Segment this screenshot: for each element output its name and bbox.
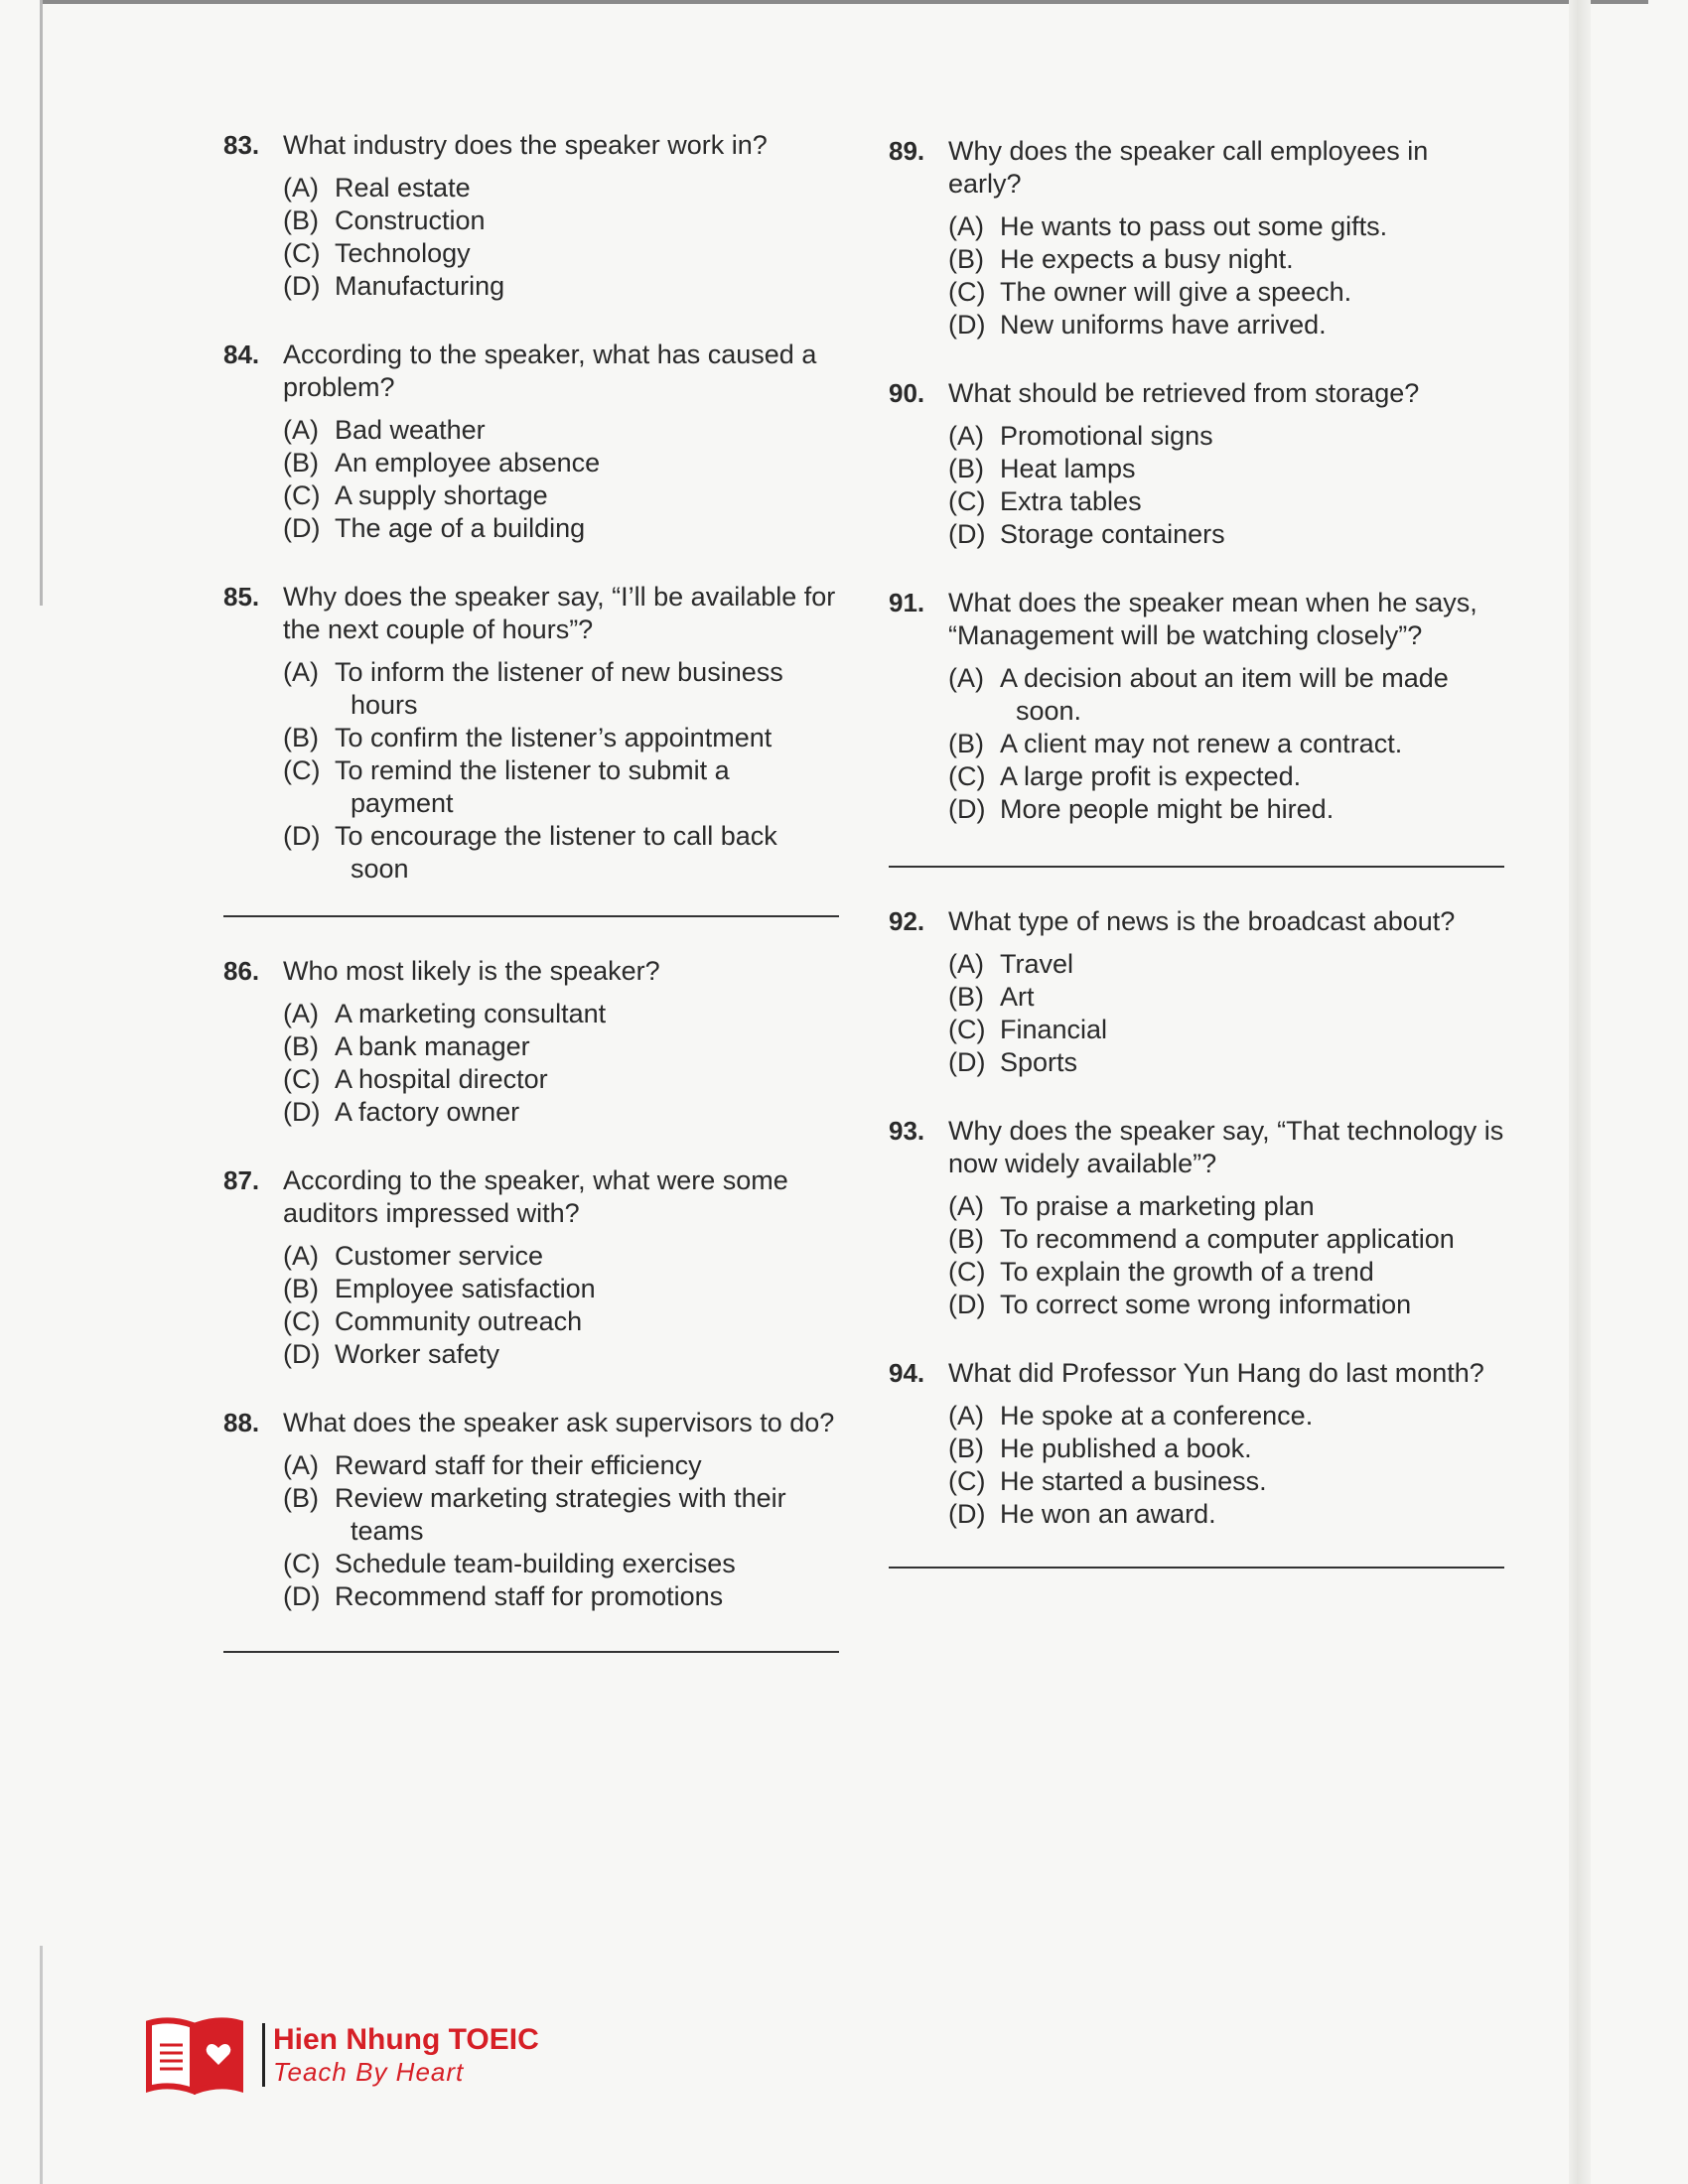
question-number: 87. [223,1165,260,1195]
question-number: 84. [223,340,260,369]
question-number: 86. [223,956,260,986]
right-column [889,129,1504,1569]
option-text: Reward staff for their efficiency [335,1450,702,1480]
option-letter: (B) [283,205,319,235]
option-letter: (B) [283,1274,319,1303]
option-text: Art [1000,982,1035,1012]
option-text: He expects a busy night. [1000,244,1294,274]
option-letter: (D) [948,1499,986,1529]
option-d [948,309,1504,341]
option-letter: (D) [283,513,321,543]
section-divider [889,1567,1504,1569]
option-letter: (A) [283,173,319,203]
option-text: To remind the listener to submit a [335,755,730,785]
question-text: What industry does the speaker work in? [283,130,768,160]
option-letter: (B) [283,1483,319,1513]
option-text: A decision about an item will be made [1000,663,1449,693]
question-text: According to the speaker, what has caused a problem? [283,340,817,402]
option-text: Technology [335,238,471,268]
option-text: Schedule team-building exercises [335,1549,736,1578]
option-text: Construction [335,205,486,235]
option-text: Sports [1000,1047,1078,1077]
option-letter: (C) [948,486,986,516]
option-letter: (D) [283,821,321,851]
question-90 [889,377,1504,551]
question-text: According to the speaker, what were some auditors impressed with? [283,1165,788,1228]
option-letter: (B) [948,454,984,483]
option-c [948,485,1504,518]
option-text: Storage containers [1000,519,1225,549]
question-88 [223,1407,839,1613]
option-d [283,270,839,303]
option-letter: (B) [283,1031,319,1061]
option-c [948,760,1504,793]
question-text: Who most likely is the speaker? [283,956,660,986]
option-text-continued: teams [351,1516,424,1546]
option-letter: (B) [948,1433,984,1463]
question-94 [889,1357,1504,1531]
option-d [283,820,839,886]
option-text: He spoke at a conference. [1000,1401,1314,1431]
option-d [948,1046,1504,1079]
option-letter: (D) [948,519,986,549]
option-text: To confirm the listener’s appointment [335,723,773,752]
option-a [283,172,839,205]
option-letter: (C) [283,755,321,785]
option-c [948,276,1504,309]
option-text: A supply shortage [335,480,548,510]
option-letter: (D) [283,1339,321,1369]
option-a [948,420,1504,453]
option-b [283,1482,839,1548]
question-number: 89. [889,136,925,166]
option-text: A client may not renew a contract. [1000,729,1403,758]
option-letter: (D) [948,794,986,824]
question-number: 94. [889,1358,925,1388]
option-letter: (A) [948,1191,984,1221]
option-letter: (C) [948,1015,986,1044]
option-letter: (C) [948,277,986,307]
option-letter: (D) [948,1047,986,1077]
option-letter: (B) [948,729,984,758]
option-letter: (C) [283,480,321,510]
option-b [283,447,839,479]
question-text: What does the speaker mean when he says, “Management will be watching closely”? [948,588,1477,650]
option-a [948,210,1504,243]
option-text-continued: payment [351,788,454,818]
option-letter: (A) [283,1241,319,1271]
option-text: To praise a marketing plan [1000,1191,1315,1221]
question-87 [223,1164,839,1371]
option-d [948,1498,1504,1531]
option-text: Customer service [335,1241,544,1271]
option-letter: (A) [948,1401,984,1431]
question-91 [889,587,1504,826]
question-text: What does the speaker ask supervisors to do? [283,1408,835,1437]
option-b [948,453,1504,485]
option-b [948,981,1504,1014]
option-text: To correct some wrong information [1000,1290,1412,1319]
section-divider [223,915,839,917]
option-b [283,722,839,754]
question-93 [889,1115,1504,1321]
option-a [948,1400,1504,1433]
option-c [283,1305,839,1338]
option-text: He started a business. [1000,1466,1267,1496]
option-letter: (B) [948,1224,984,1254]
scan-edge-left-lower [40,1946,43,2184]
option-letter: (A) [283,415,319,445]
brand-name: Hien Nhung TOEIC [273,2023,539,2056]
option-a [283,656,839,722]
question-83 [223,129,839,303]
option-letter: (C) [283,1064,321,1094]
option-letter: (A) [948,421,984,451]
left-column [223,129,839,1653]
scan-binding-shadow [1569,0,1591,2184]
option-letter: (D) [283,271,321,301]
option-text: A large profit is expected. [1000,761,1302,791]
option-text: He published a book. [1000,1433,1252,1463]
question-number: 83. [223,130,260,160]
question-text: What did Professor Yun Hang do last month? [948,1358,1484,1388]
question-text: Why does the speaker say, “That technology is now widely available”? [948,1116,1504,1178]
option-letter: (A) [948,211,984,241]
option-text: Employee satisfaction [335,1274,596,1303]
question-number: 91. [889,588,925,617]
option-text: The age of a building [335,513,586,543]
option-letter: (C) [948,1466,986,1496]
question-number: 85. [223,582,260,612]
option-a [948,948,1504,981]
option-text: Recommend staff for promotions [335,1581,724,1611]
option-a [283,998,839,1030]
option-text: Promotional signs [1000,421,1213,451]
option-text: The owner will give a speech. [1000,277,1352,307]
option-letter: (B) [948,982,984,1012]
option-text: To explain the growth of a trend [1000,1257,1374,1287]
option-d [283,1580,839,1613]
option-c [948,1465,1504,1498]
question-number: 92. [889,906,925,936]
scan-edge-top [40,0,1648,4]
option-b [948,1223,1504,1256]
option-letter: (D) [283,1097,321,1127]
question-text: What type of news is the broadcast about? [948,906,1456,936]
option-text: He won an award. [1000,1499,1216,1529]
option-a [948,662,1504,728]
question-84 [223,339,839,545]
option-letter: (C) [283,238,321,268]
option-text: New uniforms have arrived. [1000,310,1327,340]
brand-logo [145,2015,539,2095]
scan-edge-left [40,0,43,606]
option-letter: (B) [283,448,319,478]
option-a [283,1449,839,1482]
option-text: Real estate [335,173,471,203]
option-letter: (D) [948,310,986,340]
option-text: Travel [1000,949,1074,979]
option-d [948,518,1504,551]
option-text: Manufacturing [335,271,505,301]
book-heart-icon [145,2015,244,2095]
option-b [948,1433,1504,1465]
question-92 [889,905,1504,1079]
question-text: Why does the speaker say, “I’ll be available for the next couple of hours”? [283,582,836,644]
question-number: 90. [889,378,925,408]
option-text: Review marketing strategies with their [335,1483,786,1513]
option-letter: (C) [948,1257,986,1287]
option-c [283,1548,839,1580]
option-letter: (D) [948,1290,986,1319]
option-text: A factory owner [335,1097,520,1127]
option-b [283,1273,839,1305]
question-text: Why does the speaker call employees in early? [948,136,1429,199]
option-letter: (A) [283,999,319,1028]
option-a [283,1240,839,1273]
option-b [948,243,1504,276]
option-text: A marketing consultant [335,999,607,1028]
option-text: To encourage the listener to call back [335,821,777,851]
option-letter: (D) [283,1581,321,1611]
question-86 [223,955,839,1129]
option-b [283,205,839,237]
option-d [948,1289,1504,1321]
option-c [948,1014,1504,1046]
option-letter: (B) [283,723,319,752]
question-number: 88. [223,1408,260,1437]
option-text: A hospital director [335,1064,548,1094]
option-text: Heat lamps [1000,454,1136,483]
option-c [283,754,839,820]
option-text: Worker safety [335,1339,500,1369]
option-b [948,728,1504,760]
option-text: A bank manager [335,1031,530,1061]
option-d [283,1096,839,1129]
option-d [283,1338,839,1371]
option-b [283,1030,839,1063]
option-text: Community outreach [335,1306,583,1336]
section-divider [223,1651,839,1653]
option-letter: (A) [283,657,319,687]
option-text: To recommend a computer application [1000,1224,1455,1254]
option-d [283,512,839,545]
option-c [283,479,839,512]
option-text: Extra tables [1000,486,1142,516]
option-d [948,793,1504,826]
option-letter: (B) [948,244,984,274]
option-c [283,237,839,270]
question-text: What should be retrieved from storage? [948,378,1420,408]
question-85 [223,581,839,886]
brand-tagline: Teach By Heart [273,2057,465,2087]
option-letter: (A) [283,1450,319,1480]
option-text: To inform the listener of new business [335,657,783,687]
option-a [283,414,839,447]
option-text: More people might be hired. [1000,794,1335,824]
option-letter: (A) [948,663,984,693]
option-text-continued: soon. [1016,696,1082,726]
question-89 [889,135,1504,341]
option-c [948,1256,1504,1289]
option-text: Bad weather [335,415,486,445]
question-number: 93. [889,1116,925,1146]
option-text: An employee absence [335,448,601,478]
section-divider [889,866,1504,868]
option-letter: (C) [948,761,986,791]
option-letter: (A) [948,949,984,979]
option-text: Financial [1000,1015,1108,1044]
option-letter: (C) [283,1306,321,1336]
option-a [948,1190,1504,1223]
option-text: He wants to pass out some gifts. [1000,211,1388,241]
option-letter: (C) [283,1549,321,1578]
option-text-continued: hours [351,690,418,720]
option-text-continued: soon [351,854,409,884]
option-c [283,1063,839,1096]
